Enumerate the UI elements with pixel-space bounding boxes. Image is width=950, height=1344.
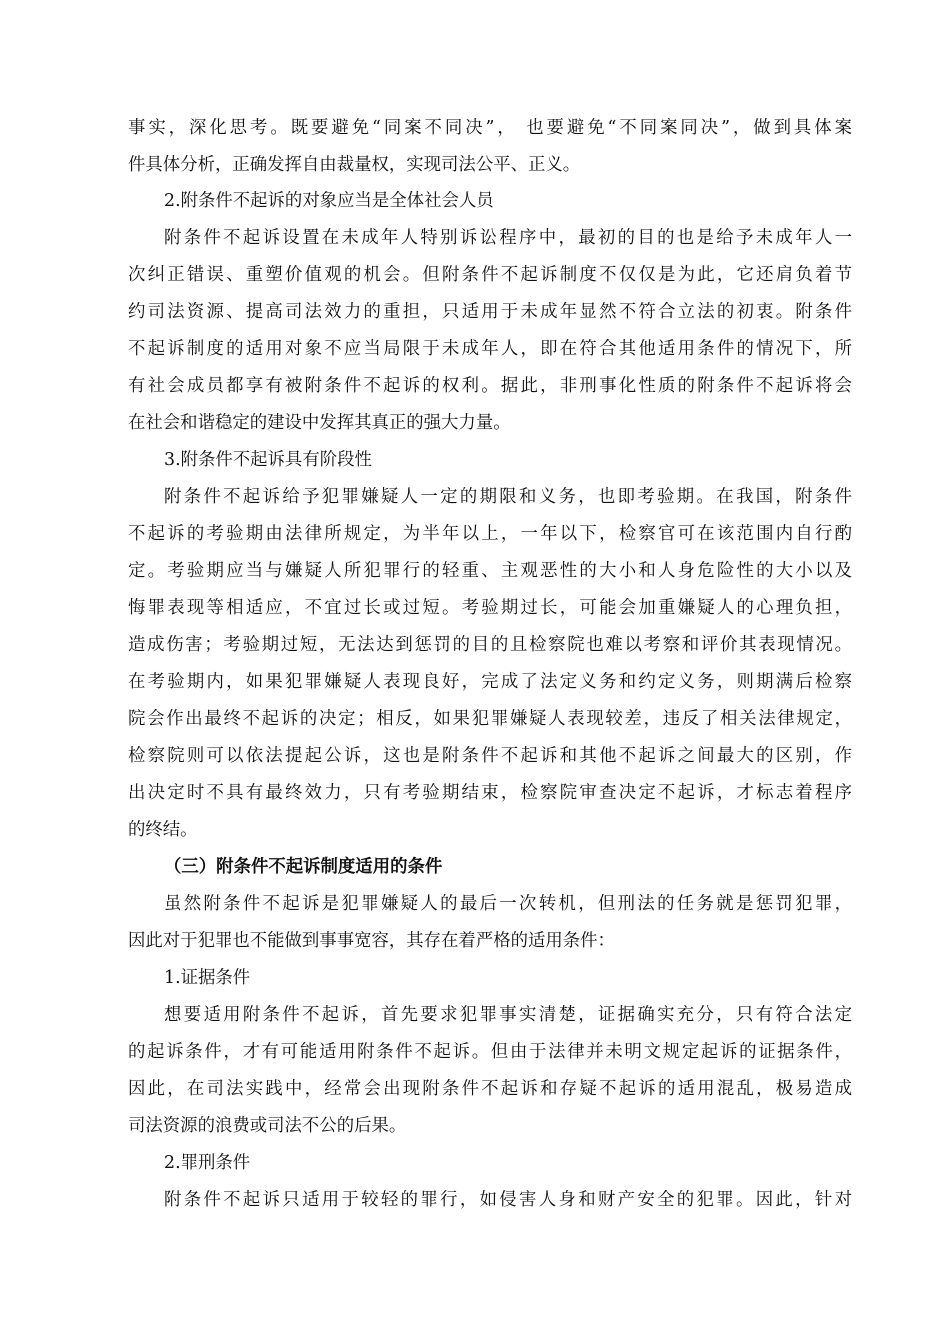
body-text-line: 不起诉制度的适用对象不应当局限于未成年人，即在符合其他适用条件的情况下，所 xyxy=(128,339,852,359)
body-text-line: 的终结。 xyxy=(128,820,198,840)
body-text-line: 想要适用附条件不起诉，首先要求犯罪事实清楚，证据确实充分，只有符合法定 xyxy=(164,1005,852,1025)
body-text-line: 虽然附条件不起诉是犯罪嫌疑人的最后一次转机，但刑法的任务就是惩罚犯罪， xyxy=(164,894,852,914)
body-text-line: 检察院则可以依法提起公诉，这也是附条件不起诉和其他不起诉之间最大的区别，作 xyxy=(128,746,852,766)
subheading: 1.证据条件 xyxy=(164,968,251,988)
subheading: 2.罪刑条件 xyxy=(164,1153,251,1173)
body-text-line: 司法资源的浪费或司法不公的后果。 xyxy=(128,1116,407,1136)
body-text-line: 出决定时不具有最终效力，只有考验期结束，检察院审查决定不起诉，才标志着程序 xyxy=(128,783,852,803)
subheading: 2.附条件不起诉的对象应当是全体社会人员 xyxy=(164,191,494,211)
body-text-line: 件具体分析，正确发挥自由裁量权，实现司法公平、正义。 xyxy=(128,155,581,175)
body-text-line: 次纠正错误、重塑价值观的机会。但附条件不起诉制度不仅仅是为此，它还肩负着节 xyxy=(128,265,852,285)
body-text-line: 附条件不起诉给予犯罪嫌疑人一定的期限和义务，也即考验期。在我国，附条件 xyxy=(164,487,852,507)
body-text-line: 悔罪表现等相适应，不宜过长或过短。考验期过长，可能会加重嫌疑人的心理负担， xyxy=(128,598,852,618)
body-text-line: 的起诉条件，才有可能适用附条件不起诉。但由于法律并未明文规定起诉的证据条件， xyxy=(128,1042,852,1062)
body-text-line: 因此，在司法实践中，经常会出现附条件不起诉和存疑不起诉的适用混乱，极易造成 xyxy=(128,1079,852,1099)
body-text-line: 附条件不起诉只适用于较轻的罪行，如侵害人身和财产安全的犯罪。因此，针对 xyxy=(164,1190,852,1210)
subheading: 3.附条件不起诉具有阶段性 xyxy=(164,450,372,470)
body-text-line: 定。考验期应当与嫌疑人所犯罪行的轻重、主观恶性的大小和人身危险性的大小以及 xyxy=(128,561,852,581)
section-heading: （三）附条件不起诉制度适用的条件 xyxy=(164,857,443,877)
body-text-line: 在考验期内，如果犯罪嫌疑人表现良好，完成了法定义务和约定义务，则期满后检察 xyxy=(128,672,852,692)
body-text-line: 有社会成员都享有被附条件不起诉的权利。据此，非刑事化性质的附条件不起诉将会 xyxy=(128,376,852,396)
body-text-line: 因此对于犯罪也不能做到事事宽容，其存在着严格的适用条件： xyxy=(128,931,615,951)
body-text-line: 约司法资源、提高司法效力的重担，只适用于未成年显然不符合立法的初衷。附条件 xyxy=(128,302,852,322)
body-text-line: 在社会和谐稳定的建设中发挥其真正的强大力量。 xyxy=(128,413,511,433)
body-text-line: 事实，深化思考。既要避免“同案不同决”， 也要避免“不同案同决”，做到具体案 xyxy=(128,118,852,138)
body-text-line: 院会作出最终不起诉的决定；相反，如果犯罪嫌疑人表现较差，违反了相关法律规定， xyxy=(128,709,852,729)
body-text-line: 不起诉的考验期由法律所规定，为半年以上，一年以下，检察官可在该范围内自行酌 xyxy=(128,524,852,544)
body-text-line: 附条件不起诉设置在未成年人特别诉讼程序中，最初的目的也是给予未成年人一 xyxy=(164,228,852,248)
body-text-line: 造成伤害；考验期过短，无法达到惩罚的目的且检察院也难以考察和评价其表现情况。 xyxy=(128,635,852,655)
